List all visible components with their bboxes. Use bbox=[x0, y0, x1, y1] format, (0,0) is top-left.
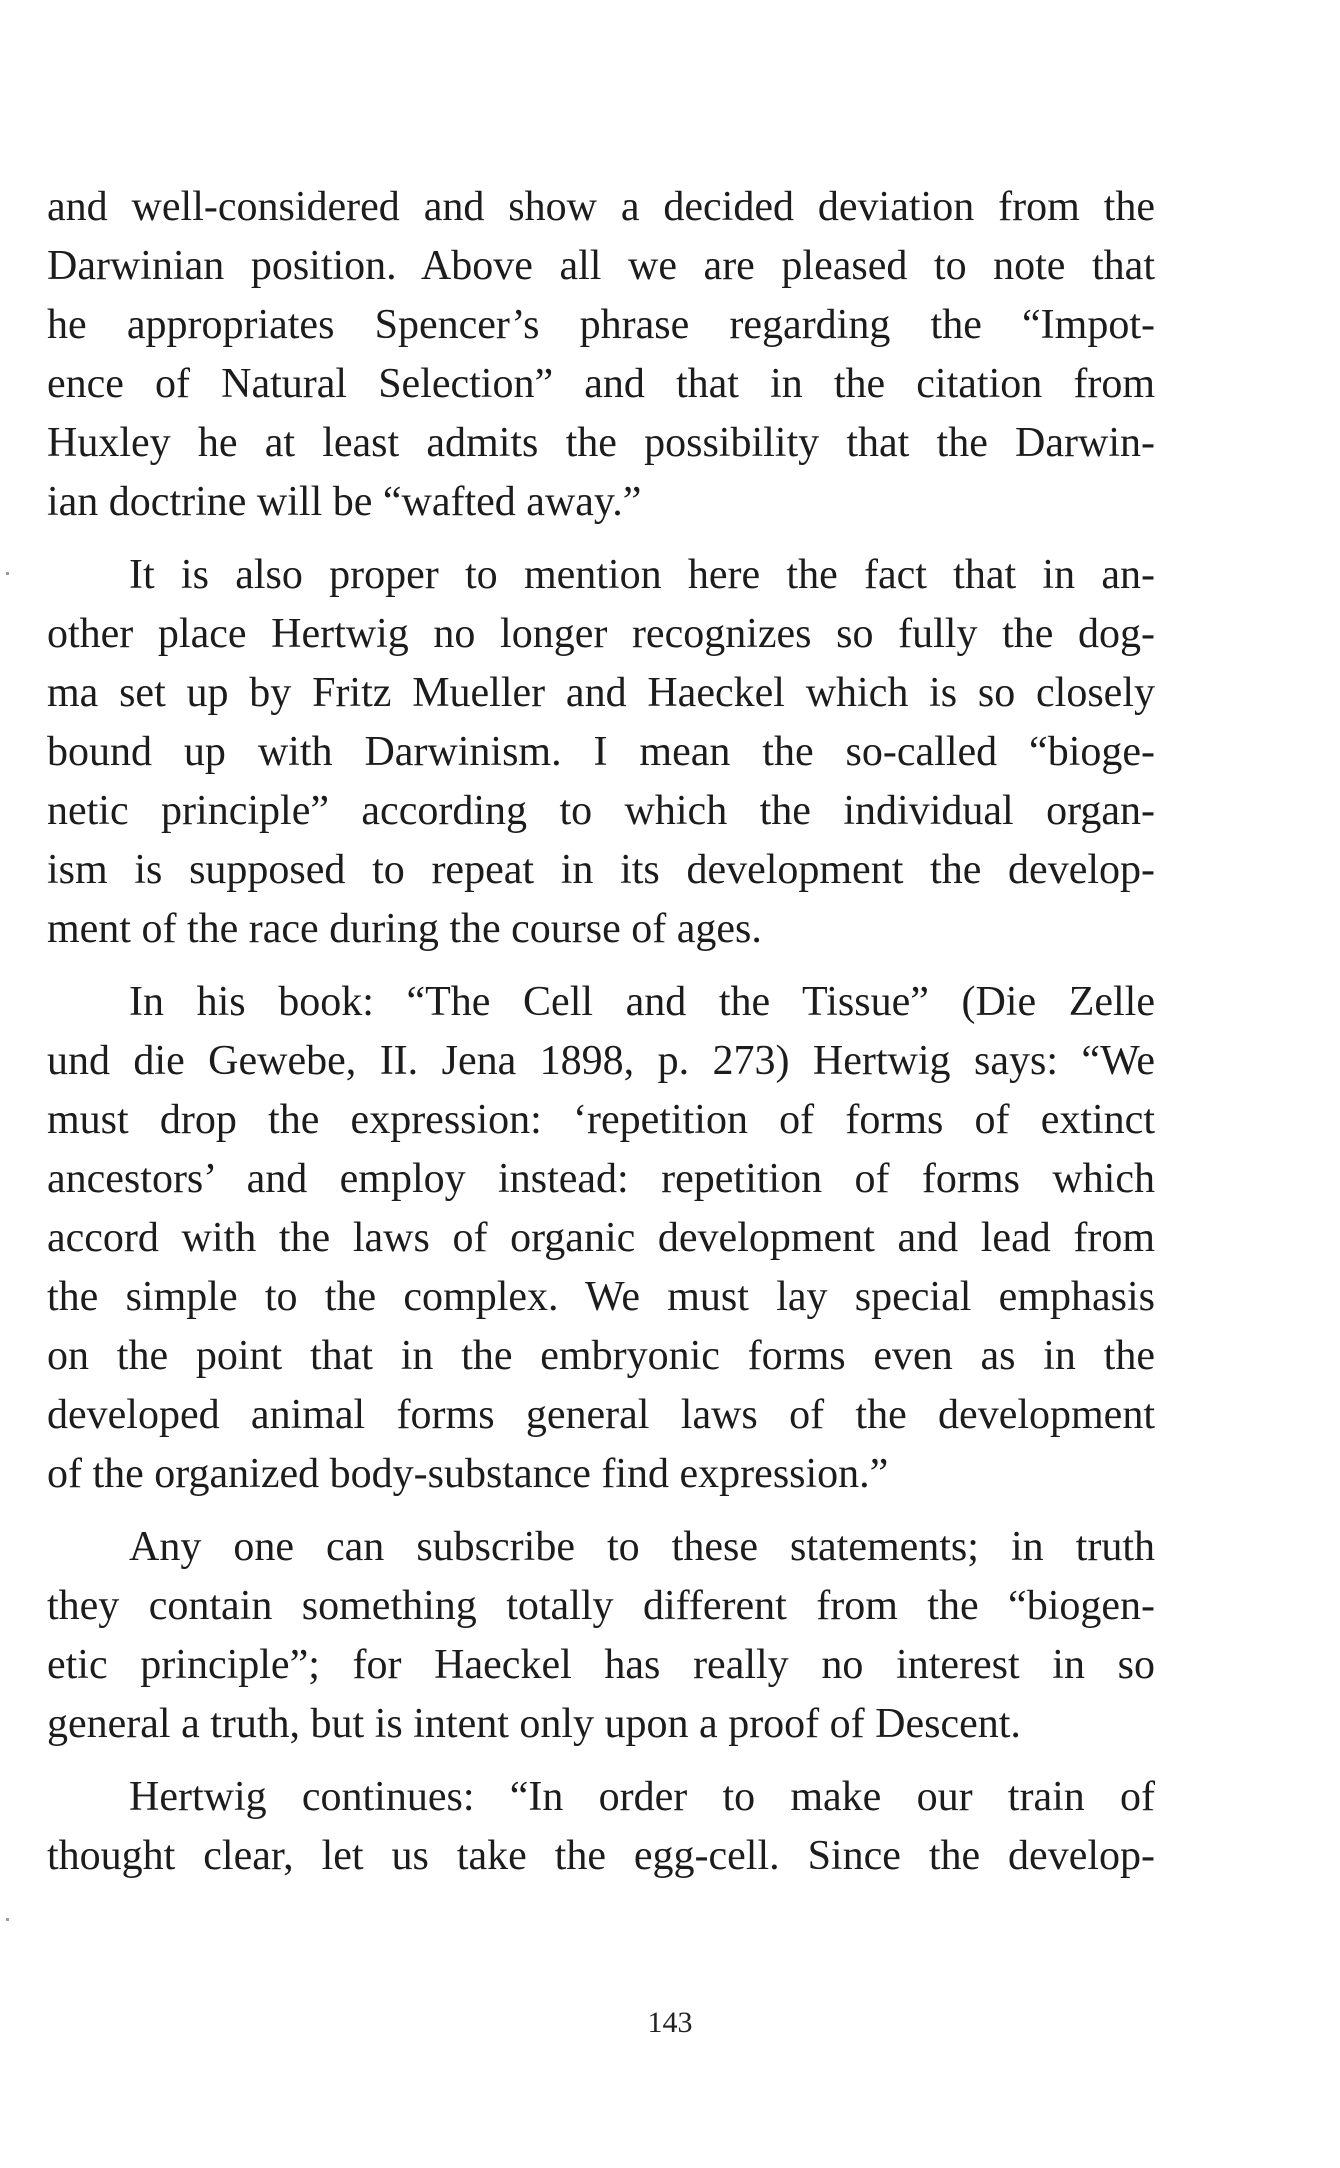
text-line: It is also proper to mention here the fact that in an- bbox=[129, 552, 1155, 598]
paragraph bbox=[47, 1768, 1155, 1886]
text-line: ian doctrine will be “wafted away.” bbox=[47, 479, 642, 525]
paragraph bbox=[47, 546, 1155, 959]
text-line: Any one can subscribe to these statements; in truth bbox=[129, 1524, 1155, 1570]
text-line: und die Gewebe, II. Jena 1898, p. 273) Hertwig says: “We bbox=[47, 1038, 1155, 1084]
text-line: bound up with Darwinism. I mean the so-called “bioge- bbox=[47, 729, 1155, 775]
text-line: of the organized body-substance find expression.” bbox=[47, 1451, 889, 1497]
text-line: ence of Natural Selection” and that in the citation from bbox=[47, 361, 1155, 407]
text-line: must drop the expression: ‘repetition of forms of extinct bbox=[47, 1097, 1155, 1143]
text-line: accord with the laws of organic development and lead from bbox=[47, 1215, 1155, 1261]
text-line: he appropriates Spencer’s phrase regarding the “Impot- bbox=[47, 302, 1155, 348]
paragraph bbox=[47, 1518, 1155, 1754]
text-line: ism is supposed to repeat in its development the develop- bbox=[47, 847, 1155, 893]
text-line: general a truth, but is intent only upon a proof of Descent. bbox=[47, 1701, 1021, 1747]
text-line: etic principle”; for Haeckel has really no interest in so bbox=[47, 1642, 1155, 1688]
text-line: they contain something totally different from the “biogen- bbox=[47, 1583, 1155, 1629]
margin-speck bbox=[6, 572, 9, 575]
paragraph bbox=[47, 973, 1155, 1504]
text-line: ancestors’ and employ instead: repetition of forms which bbox=[47, 1156, 1155, 1202]
margin-speck bbox=[6, 1918, 9, 1921]
text-line: Hertwig continues: “In order to make our train of bbox=[129, 1774, 1155, 1820]
text-line: netic principle” according to which the individual organ- bbox=[47, 788, 1155, 834]
text-line: and well-considered and show a decided deviation from the bbox=[47, 184, 1155, 230]
text-line: In his book: “The Cell and the Tissue” (Die Zelle bbox=[129, 979, 1155, 1025]
body-text bbox=[47, 178, 1155, 1886]
text-line: Darwinian position. Above all we are pleased to note that bbox=[47, 243, 1155, 289]
text-line: ment of the race during the course of ages. bbox=[47, 906, 762, 952]
text-line: thought clear, let us take the egg-cell. Since the develop- bbox=[47, 1833, 1155, 1879]
paragraph bbox=[47, 178, 1155, 532]
text-line: ma set up by Fritz Mueller and Haeckel which is so closely bbox=[47, 670, 1155, 716]
text-line: the simple to the complex. We must lay special emphasis bbox=[47, 1274, 1155, 1320]
text-line: other place Hertwig no longer recognizes so fully the dog- bbox=[47, 611, 1155, 657]
page-number: 143 bbox=[647, 2006, 693, 2039]
text-line: Huxley he at least admits the possibility that the Darwin- bbox=[47, 420, 1155, 466]
text-line: developed animal forms general laws of the development bbox=[47, 1392, 1155, 1438]
text-line: on the point that in the embryonic forms even as in the bbox=[47, 1333, 1155, 1379]
